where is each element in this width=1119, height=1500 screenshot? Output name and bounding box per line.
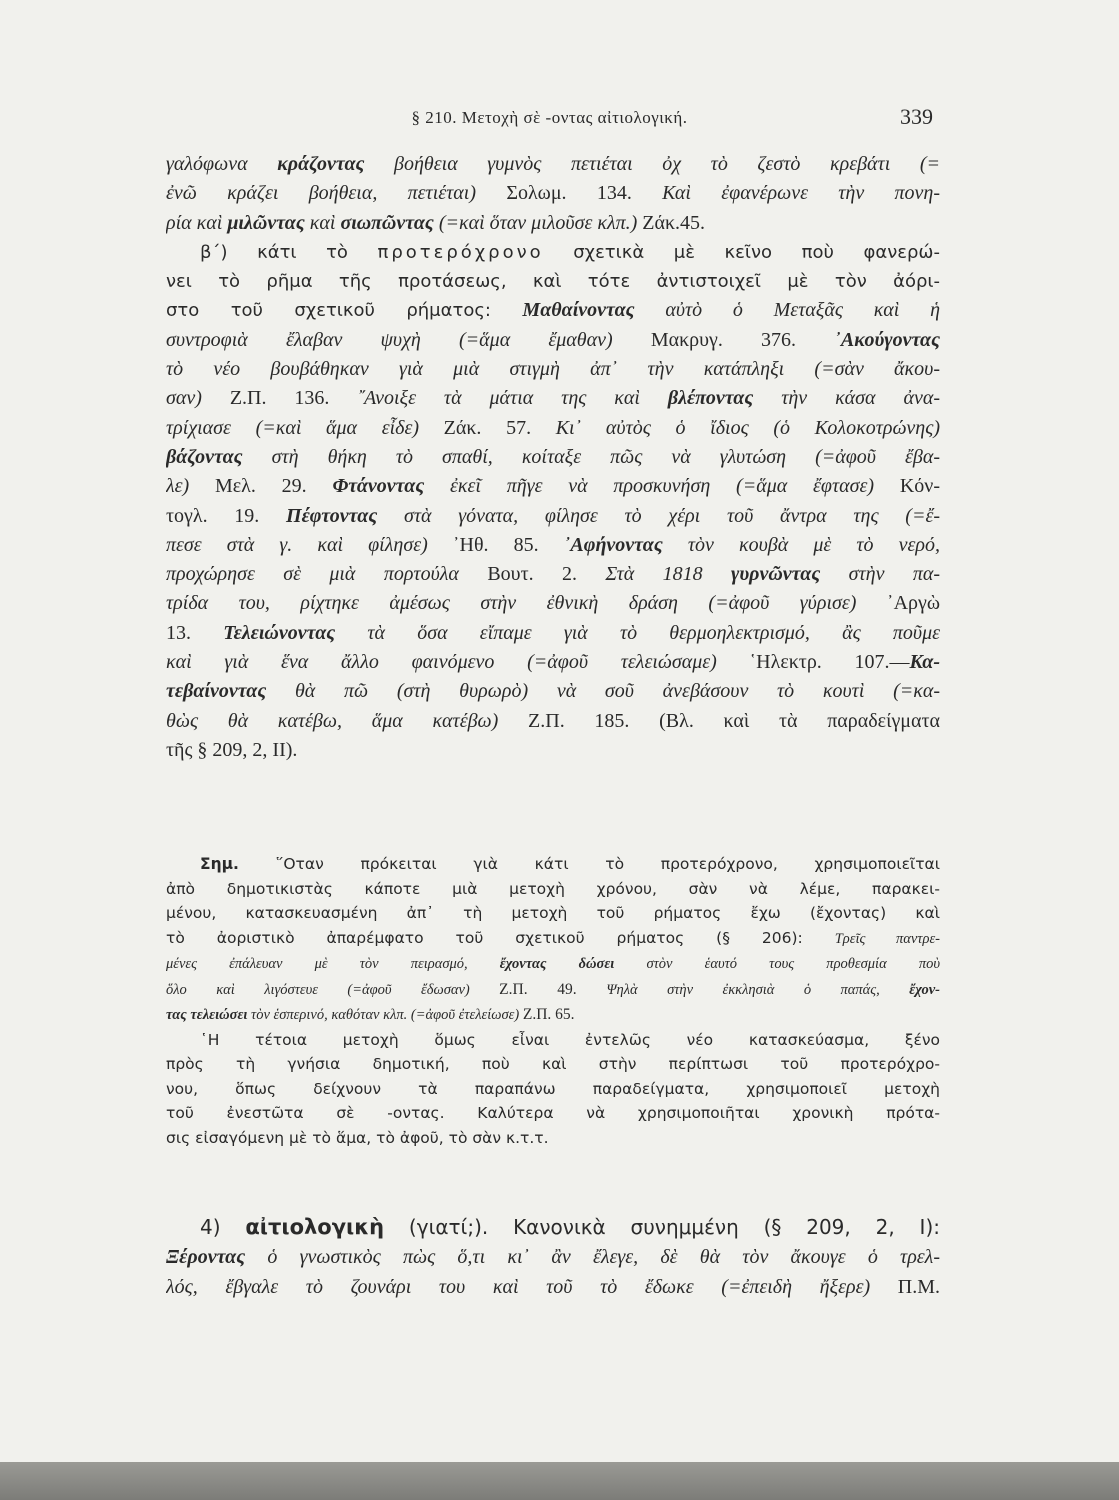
text-run: Φτάνοντας [332, 475, 425, 498]
text-run: καὶ γιὰ ἕνα ἄλλο φαινόμενο (=ἀφοῦ τελειώσαμε) [166, 651, 750, 674]
text-run: β΄) κάτι τὸ [200, 241, 378, 263]
text-run: βλέποντας [667, 387, 754, 410]
text-run: Σολωμ. 134. [506, 182, 663, 205]
text-run: νου, ὅπως δείχνουν τὰ παραπάνω παραδείγματα, χρησιμοποιεῖ μετοχὴ [166, 1079, 940, 1098]
text-run: ρία καὶ [166, 211, 228, 234]
text-run: συντροφιὰ ἔλαβαν ψυχὴ (=ἅμα ἔμαθαν) [166, 328, 651, 351]
text-line [166, 1213, 940, 1243]
text-run: ᾿Ακούγοντας [834, 328, 940, 351]
text-run: αἰτιολογικὴ [245, 1215, 385, 1239]
text-line [166, 1052, 940, 1077]
text-run: νει τὸ ρῆμα τῆς προτάσεως, καὶ τότε ἀντιστοιχεῖ μὲ τὸν ἀόρι- [166, 271, 940, 293]
scan-bottom-edge [0, 1462, 1119, 1500]
text-run: ᾿Ηθ. 85. [452, 533, 564, 556]
text-run: καὶ [304, 211, 341, 234]
text-run: (γιατί;). Κανονικὰ συνημμένη (§ 209, 2, I): [384, 1215, 940, 1239]
text-run: Ζάκ. 57. [443, 416, 556, 439]
text-run: στὸν ἑαυτό τους προθεσμία ποὺ [614, 956, 940, 972]
text-line [166, 443, 940, 472]
text-line [166, 951, 940, 977]
text-line [166, 414, 940, 443]
text-run: Στὰ 1818 [605, 563, 732, 586]
text-run: πρὸς τὴ γνήσια δημοτική, ποὺ καὶ στὴν περίπτωσι τοῦ προτερόχρο- [166, 1055, 940, 1073]
text-line [166, 296, 940, 325]
text-run: μένου, κατασκευασμένη ἀπ᾿ τὴ μετοχὴ τοῦ ρήματος ἔχω (ἔχοντας) καὶ [166, 904, 940, 922]
text-run: προτερόχρονο [377, 241, 544, 263]
text-run: 4) [200, 1215, 246, 1239]
text-line [166, 926, 940, 952]
text-run: ἔχον- [909, 981, 940, 998]
text-run: Ψηλὰ στὴν ἐκκλησιὰ ὁ παπάς, [606, 981, 910, 998]
text-run: Ζ.Π. 49. [499, 980, 607, 998]
text-run: ῞Οταν πρόκειται γιὰ κάτι τὸ προτερόχρονο, χρησιμοποιεῖται [238, 855, 940, 873]
text-line [166, 648, 940, 677]
text-run: Ζ.Π. 136. [229, 387, 358, 410]
text-run: 13. [166, 621, 224, 644]
text-line [166, 150, 940, 179]
text-run: Καὶ ἐφανέρωνε τὴν πονη- [662, 182, 940, 205]
text-run: σιωπῶντας [340, 211, 434, 234]
text-line [166, 1101, 940, 1126]
text-run: τὴν κάσα ἀνα- [753, 387, 940, 410]
text-run: Σημ. [200, 855, 239, 873]
text-run: κράζοντας [277, 153, 365, 175]
text-line [166, 355, 940, 384]
text-run: Βουτ. 2. [487, 563, 606, 586]
text-run: λε) [166, 475, 215, 498]
text-line [166, 1028, 940, 1053]
text-run: τρίχιασε (=καὶ ἅμα εἶδε) [166, 416, 444, 439]
text-run: στὴν πα- [820, 563, 940, 586]
text-run: μένες ἐπάλευαν μὲ τὸν πειρασμό, [166, 956, 500, 972]
text-run: τὸν κουβὰ μὲ τὸ νερό, [662, 533, 940, 556]
text-run: τοῦ ἐνεστῶτα σὲ -οντας. Καλύτερα νὰ χρησιμοποιῆται χρονικὴ πρότα- [166, 1104, 940, 1122]
text-run: Κόν- [899, 475, 940, 498]
text-run: βάζοντας [166, 445, 243, 468]
page-number: 339 [900, 104, 933, 129]
text-run: στὰ γόνατα, φίλησε τὸ χέρι τοῦ ἄντρα της (=ἔ- [377, 504, 940, 527]
text-line [166, 267, 940, 296]
section-4-paragraph [166, 1213, 940, 1302]
text-line [166, 209, 940, 238]
text-run: προχώρησε σὲ μιὰ πορτούλα [166, 563, 488, 586]
text-run: τὸ ἀοριστικὸ ἀπαρέμφατο τοῦ σχετικοῦ ρήματος (§ 206): [166, 928, 835, 947]
text-run: (=καὶ ὅταν μιλοῦσε κλπ.) [433, 211, 643, 234]
text-run: Μακρυγ. 376. [650, 328, 835, 351]
text-run: ἀπὸ δημοτικιστὰς κάποτε μιὰ μετοχὴ χρόνου, σὰν νὰ λέμε, παρακει- [166, 879, 940, 898]
text-run: Μαθαίνοντας [522, 299, 635, 322]
text-run: βοήθεια γυμνὸς πετιέται ὀχ τὸ ζεστὸ κρεβάτι (= [364, 153, 940, 175]
text-run: τὸ νέο βουβάθηκαν γιὰ μιὰ στιγμὴ ἀπ᾿ τὴν κατάπληξι (=σὰν ἄκου- [166, 358, 940, 381]
text-run: ῾Η τέτοια μετοχὴ ὅμως εἶναι ἐντελῶς νέο κατασκεύασμα, ξένο [200, 1030, 940, 1049]
text-run: αὐτὸ ὁ Μεταξᾶς καὶ ἡ [634, 299, 940, 322]
text-run: σχετικὰ μὲ κεῖνο ποὺ φανερώ- [543, 241, 940, 263]
text-line [166, 1243, 940, 1272]
text-run: ᾿Αργὼ [886, 592, 940, 615]
text-run: ῾Ηλεκτρ. 107.— [749, 651, 910, 674]
text-run: τρίδα του, ρίχτηκε ἀμέσως στὴν ἐθνικὴ δράση (=ἀφοῦ γύρισε) [166, 592, 887, 615]
text-run: Τελειώνοντας [223, 621, 336, 644]
text-run: ῎Ανοιξε τὰ μάτια της καὶ [357, 387, 668, 410]
text-line [166, 326, 940, 355]
text-run: τεβαίνοντας [166, 680, 267, 703]
text-run: τῆς § 209, 2, II). [166, 738, 298, 761]
text-line [166, 1126, 940, 1151]
text-run: στο τοῦ σχετικοῦ ρήματος: [166, 300, 523, 322]
text-run: Ξέροντας [166, 1246, 246, 1269]
text-run: τὰ ὅσα εἴπαμε γιὰ τὸ θερμοηλεκτρισμό, ἂς ποῦμε [335, 621, 940, 644]
text-run: θὰ πῶ (στὴ θυρωρὸ) νὰ σοῦ ἀνεβάσουν τὸ κουτὶ (=κα- [266, 680, 940, 703]
text-line [166, 502, 940, 531]
text-run: Ζάκ.45. [642, 211, 706, 234]
text-run: μιλῶντας [227, 211, 305, 234]
text-run: ὅλο καὶ λιγόστευε (=ἀφοῦ ἔδωσαν) [166, 981, 500, 998]
text-line [166, 560, 940, 589]
running-head: § 210. Μετοχὴ σὲ -οντας αἰτιολογική. [411, 108, 688, 127]
text-line [166, 677, 940, 706]
text-run: ᾿Αφήνοντας [563, 533, 663, 556]
text-run: λός, ἔβγαλε τὸ ζουνάρι του καὶ τοῦ τὸ ἔδωκε (=ἐπειδὴ ἤξερε) [166, 1275, 898, 1298]
text-run: τας τελειώσει [166, 1007, 248, 1023]
main-paragraph [166, 150, 940, 765]
text-line [166, 901, 940, 926]
text-run: γυρνῶντας [731, 563, 821, 586]
text-line [166, 384, 940, 413]
text-line [166, 1002, 940, 1028]
text-run: ἐκεῖ πῆγε νὰ προσκυνήση (=ἅμα ἔφτασε) [424, 475, 900, 498]
text-line [166, 736, 940, 765]
text-run: ἐνῶ κράζει βοήθεια, πετιέται) [166, 182, 507, 205]
text-run: Κα- [909, 651, 940, 674]
text-run: ὁ γνωστικὸς πὼς ὅ,τι κι᾿ ἂν ἔλεγε, δὲ θὰ τὸν ἄκουγε ὁ τρελ- [245, 1246, 940, 1269]
text-line [166, 619, 940, 648]
text-run: Μελ. 29. [215, 475, 333, 498]
text-run: τογλ. 19. [166, 504, 287, 527]
text-run: Τρεῖς παντρε- [834, 930, 940, 947]
text-line [166, 238, 940, 267]
text-line [166, 1273, 940, 1302]
text-line [166, 589, 940, 618]
text-run: στὴ θήκη τὸ σπαθί, κοίταξε πῶς νὰ γλυτώση (=ἀφοῦ ἔβα- [242, 445, 940, 468]
text-run: πεσε στὰ γ. καὶ φίλησε) [166, 533, 453, 556]
text-run: Ζ.Π. 65. [522, 1006, 575, 1023]
text-line [166, 977, 940, 1003]
text-run: Π.Μ. [897, 1275, 940, 1298]
text-line [166, 852, 940, 877]
text-line [166, 707, 940, 736]
text-run: Πέφτοντας [286, 504, 378, 527]
text-run: γαλόφωνα [166, 153, 278, 175]
text-run: Κι᾿ αὐτὸς ὁ ἴδιος (ὁ Κολοκοτρώνης) [555, 416, 940, 439]
text-run: ἔχοντας δώσει [499, 956, 615, 972]
note-paragraph [166, 852, 940, 1150]
text-run: σις εἰσαγόμενη μὲ τὸ ἅμα, τὸ ἀφοῦ, τὸ σὰν κ.τ.τ. [166, 1128, 549, 1147]
page-header [166, 104, 933, 132]
text-run: σαν) [166, 387, 230, 410]
text-line [166, 877, 940, 902]
text-line [166, 472, 940, 501]
text-run: θὼς θὰ κατέβω, ἅμα κατέβω) [166, 709, 529, 732]
text-line [166, 531, 940, 560]
text-run: Ζ.Π. 185. (Βλ. καὶ τὰ παραδείγματα [528, 709, 940, 732]
text-line [166, 179, 940, 208]
text-line [166, 1077, 940, 1102]
text-run: τὸν ἑσπερινό, καθόταν κλπ. (=ἀφοῦ ἐτελείωσε) [247, 1007, 523, 1023]
